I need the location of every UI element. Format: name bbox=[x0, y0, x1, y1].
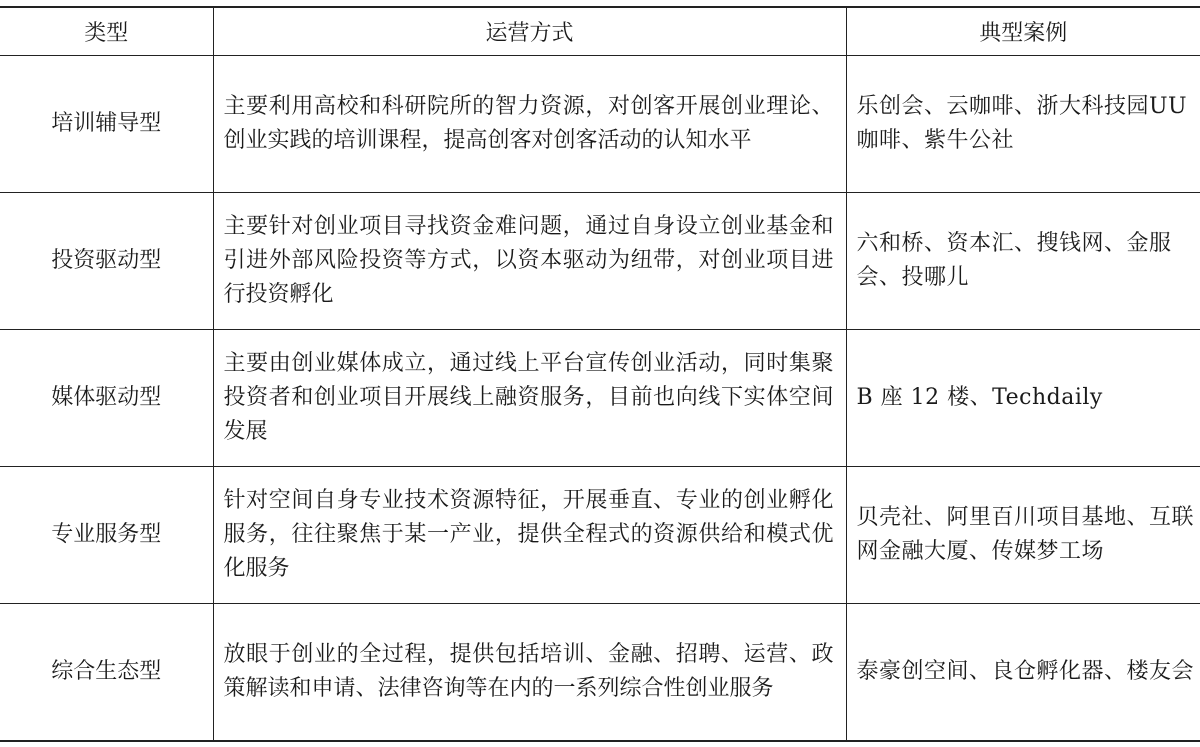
header-method: 运营方式 bbox=[213, 7, 846, 56]
header-row bbox=[0, 7, 1200, 56]
method-cell: 针对空间自身专业技术资源特征，开展垂直、专业的创业孵化服务，往往聚焦于某一产业，提供全程式的资源供给和模式优化服务 bbox=[213, 467, 846, 604]
method-cell: 放眼于创业的全过程，提供包括培训、金融、招聘、运营、政策解读和申请、法律咨询等在内的一系列综合性创业服务 bbox=[213, 604, 846, 742]
table-row bbox=[0, 56, 1200, 193]
table-row bbox=[0, 467, 1200, 604]
cases-cell: 六和桥、资本汇、搜钱网、金服会、投哪儿 bbox=[846, 193, 1200, 330]
type-cell: 投资驱动型 bbox=[0, 193, 213, 330]
type-cell: 综合生态型 bbox=[0, 604, 213, 742]
incubator-types-table bbox=[0, 6, 1200, 742]
cases-cell: 乐创会、云咖啡、浙大科技园UU 咖啡、紫牛公社 bbox=[846, 56, 1200, 193]
method-cell: 主要由创业媒体成立，通过线上平台宣传创业活动，同时集聚投资者和创业项目开展线上融资服务，目前也向线下实体空间发展 bbox=[213, 330, 846, 467]
cases-cell: 贝壳社、阿里百川项目基地、互联网金融大厦、传媒梦工场 bbox=[846, 467, 1200, 604]
header-type: 类型 bbox=[0, 7, 213, 56]
cases-cell: B 座 12 楼、Techdaily bbox=[846, 330, 1200, 467]
type-cell: 专业服务型 bbox=[0, 467, 213, 604]
method-cell: 主要针对创业项目寻找资金难问题，通过自身设立创业基金和引进外部风险投资等方式，以资本驱动为纽带，对创业项目进行投资孵化 bbox=[213, 193, 846, 330]
table-header bbox=[0, 7, 1200, 56]
header-cases: 典型案例 bbox=[846, 7, 1200, 56]
table-row bbox=[0, 330, 1200, 467]
cases-cell: 泰豪创空间、良仓孵化器、楼友会 bbox=[846, 604, 1200, 742]
table-body bbox=[0, 56, 1200, 742]
table-row bbox=[0, 193, 1200, 330]
table-row bbox=[0, 604, 1200, 742]
method-cell: 主要利用高校和科研院所的智力资源，对创客开展创业理论、创业实践的培训课程，提高创客对创客活动的认知水平 bbox=[213, 56, 846, 193]
type-cell: 媒体驱动型 bbox=[0, 330, 213, 467]
type-cell: 培训辅导型 bbox=[0, 56, 213, 193]
